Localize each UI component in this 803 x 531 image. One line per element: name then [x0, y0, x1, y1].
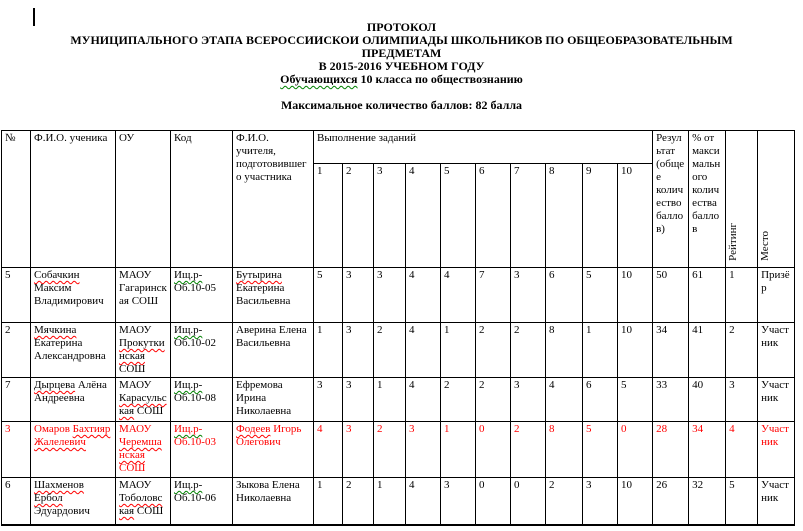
misspelled-word: Черемшанская [119, 436, 162, 461]
cell-code: Ищ.р-Об.10-08 [171, 378, 233, 422]
cell-place: Призёр [758, 268, 795, 323]
cell-task-9: 6 [583, 378, 618, 422]
title-block [0, 0, 803, 112]
cell-task-6: 0 [476, 478, 511, 525]
cell-task-7: 3 [511, 268, 546, 323]
cell-task-5: 1 [441, 422, 476, 478]
cell-code: Ищ.р-Об.10-06 [171, 478, 233, 525]
cell-percent: 61 [689, 268, 726, 323]
participant-row [2, 422, 795, 478]
cell-place: Участник [758, 323, 795, 378]
cell-task-6: 2 [476, 378, 511, 422]
cell-code: Ищ.р-Об.10-03 [171, 422, 233, 478]
cell-result: 26 [653, 478, 689, 525]
class-subject-line [0, 73, 803, 86]
col-header-task-7: 7 [511, 164, 546, 268]
misspelled-word: Прокуткинская [119, 337, 165, 362]
cell-teacher: Ефремова Ирина Николаевна [233, 378, 314, 422]
cell-task-5: 4 [441, 268, 476, 323]
cell-rating: 4 [726, 422, 758, 478]
cell-task-8: 6 [546, 268, 583, 323]
cell-task-1: 3 [314, 378, 343, 422]
cell-task-6: 0 [476, 422, 511, 478]
cell-school: МАОУ Прокуткинская СОШ [116, 323, 171, 378]
document-title-line: МУНИЦИПАЛЬНОГО ЭТАПА ВСЕРОССИИСКОИ ОЛИМПИАДЫ ШКОЛЬНИКОВ ПО ОБЩЕОБРАЗОВАТЕЛЬНЫМ [70, 33, 733, 47]
col-header-task-4: 4 [406, 164, 441, 268]
cell-rating: 2 [726, 323, 758, 378]
participant-row [2, 323, 795, 378]
class-subject-rest: 10 класса по обществознанию [357, 72, 523, 86]
cell-task-7: 2 [511, 422, 546, 478]
col-header-task-6: 6 [476, 164, 511, 268]
cell-task-5: 1 [441, 323, 476, 378]
cell-task-10: 5 [618, 378, 653, 422]
cell-task-2: 3 [343, 378, 374, 422]
cell-school: МАОУ Гагаринская СОШ [116, 268, 171, 323]
cell-result: 33 [653, 378, 689, 422]
grammar-flagged-text: Ищ.р- [174, 324, 203, 336]
cell-student: Собачкин Максим Владимирович [31, 268, 116, 323]
cell-task-5: 2 [441, 378, 476, 422]
col-header-task-2: 2 [343, 164, 374, 268]
cell-num: 2 [2, 323, 31, 378]
cell-task-6: 2 [476, 323, 511, 378]
cell-task-4: 3 [406, 422, 441, 478]
cell-rating: 1 [726, 268, 758, 323]
cell-task-8: 8 [546, 422, 583, 478]
cell-task-9: 5 [583, 268, 618, 323]
cell-task-2: 3 [343, 422, 374, 478]
cell-place: Участник [758, 378, 795, 422]
cell-num: 6 [2, 478, 31, 525]
misspelled-word: Фодеев [236, 423, 271, 435]
cell-task-9: 1 [583, 323, 618, 378]
cell-percent: 32 [689, 478, 726, 525]
cell-code: Ищ.р-Об.10-02 [171, 323, 233, 378]
col-header-school: ОУ [116, 131, 171, 268]
cell-result: 28 [653, 422, 689, 478]
cell-rating: 5 [726, 478, 758, 525]
col-header-num: № [2, 131, 31, 268]
cell-task-8: 4 [546, 378, 583, 422]
cell-task-4: 4 [406, 323, 441, 378]
cell-num: 3 [2, 422, 31, 478]
cell-task-10: 10 [618, 268, 653, 323]
misspelled-word: Ербол [34, 492, 63, 504]
results-table [1, 130, 795, 526]
cell-teacher: Фодеев Игорь Олегович [233, 422, 314, 478]
grammar-flagged-text: Ищ.р- [174, 479, 203, 491]
participant-row [2, 378, 795, 422]
cell-task-1: 5 [314, 268, 343, 323]
misspelled-word: Собачкин [34, 269, 80, 281]
grammar-flagged-text: Ищ.р- [174, 423, 203, 435]
cell-school: МАОУ Черемшанская СОШ [116, 422, 171, 478]
misspelled-word: Бахтияр [72, 423, 111, 435]
col-header-percent: % от максимального количества баллов [689, 131, 726, 268]
grammar-flagged-text: Ищ.р- [174, 269, 203, 281]
cell-task-4: 4 [406, 378, 441, 422]
cell-percent: 40 [689, 378, 726, 422]
col-header-task-9: 9 [583, 164, 618, 268]
cell-task-4: 4 [406, 268, 441, 323]
cell-task-2: 3 [343, 268, 374, 323]
cell-num: 5 [2, 268, 31, 323]
cell-rating: 3 [726, 378, 758, 422]
cell-percent: 34 [689, 422, 726, 478]
cell-task-10: 10 [618, 478, 653, 525]
grammar-flagged-word: Обучающихся [280, 72, 358, 86]
participant-row [2, 268, 795, 323]
cell-teacher: Аверина Елена Васильевна [233, 323, 314, 378]
cell-task-9: 3 [583, 478, 618, 525]
cell-percent: 41 [689, 323, 726, 378]
cell-task-3: 2 [374, 323, 406, 378]
text-cursor [33, 8, 35, 26]
grammar-flagged-text: Ищ.р- [174, 379, 203, 391]
misspelled-word: Бутырина [236, 269, 282, 281]
cell-task-8: 8 [546, 323, 583, 378]
col-header-code: Код [171, 131, 233, 268]
cell-student: Дырцева Алёна Андреевна [31, 378, 116, 422]
cell-school: МАОУ Тоболовская СОШ [116, 478, 171, 525]
cell-task-1: 1 [314, 478, 343, 525]
cell-student: Омаров Бахтияр Жалелевич [31, 422, 116, 478]
cell-place: Участник [758, 478, 795, 525]
cell-task-1: 1 [314, 323, 343, 378]
cell-student: Мячкина Екатерина Александровна [31, 323, 116, 378]
cell-place: Участник [758, 422, 795, 478]
header-row-main [2, 131, 795, 164]
document-title-line: В 2015-2016 УЧЕБНОМ ГОДУ [318, 59, 485, 73]
cell-task-2: 3 [343, 323, 374, 378]
document-title-line: ПРЕДМЕТАМ [361, 46, 442, 60]
misspelled-word: Мячкина [34, 324, 77, 336]
cell-task-4: 4 [406, 478, 441, 525]
cell-task-3: 3 [374, 268, 406, 323]
col-header-task-3: 3 [374, 164, 406, 268]
col-header-result: Результат (общее количество баллов) [653, 131, 689, 268]
cell-result: 34 [653, 323, 689, 378]
cell-task-10: 10 [618, 323, 653, 378]
cell-task-7: 3 [511, 378, 546, 422]
rotated-header-text: Место [759, 231, 772, 261]
cell-task-10: 0 [618, 422, 653, 478]
cell-num: 7 [2, 378, 31, 422]
misspelled-word: Тоболовская [119, 492, 163, 517]
col-header-task-1: 1 [314, 164, 343, 268]
col-header-rating [726, 131, 758, 268]
rotated-header-text: Рейтинг [727, 223, 740, 261]
col-header-tasks-group: Выполнение заданий [314, 131, 653, 164]
cell-task-5: 3 [441, 478, 476, 525]
cell-school: МАОУ Карасульская СОШ [116, 378, 171, 422]
cell-task-3: 1 [374, 478, 406, 525]
col-header-task-5: 5 [441, 164, 476, 268]
col-header-task-8: 8 [546, 164, 583, 268]
col-header-student: Ф.И.О. ученика [31, 131, 116, 268]
cell-task-1: 4 [314, 422, 343, 478]
cell-student: Шахменов Ербол Эдуардович [31, 478, 116, 525]
max-score-line: Максимальное количество баллов: 82 балла [280, 98, 523, 112]
cell-teacher: Бутырина Екатерина Васильевна [233, 268, 314, 323]
cell-task-2: 2 [343, 478, 374, 525]
cell-task-9: 5 [583, 422, 618, 478]
cell-task-8: 2 [546, 478, 583, 525]
col-header-task-10: 10 [618, 164, 653, 268]
document-title-line: ПРОТОКОЛ [366, 20, 437, 34]
col-header-teacher: Ф.И.О. учителя, подготовившего участника [233, 131, 314, 268]
misspelled-word: Дырцева [34, 379, 76, 391]
cell-teacher: Зыкова Елена Николаевна [233, 478, 314, 525]
misspelled-word: Шахменов [34, 479, 84, 491]
cell-result: 50 [653, 268, 689, 323]
participant-row [2, 478, 795, 525]
cell-task-7: 0 [511, 478, 546, 525]
cell-task-6: 7 [476, 268, 511, 323]
col-header-place [758, 131, 795, 268]
misspelled-word: Карасульская [119, 392, 167, 417]
cell-task-7: 2 [511, 323, 546, 378]
cell-task-3: 2 [374, 422, 406, 478]
misspelled-word: Жалелевич [34, 436, 86, 448]
cell-task-3: 1 [374, 378, 406, 422]
cell-code: Ищ.р-Об.10-05 [171, 268, 233, 323]
